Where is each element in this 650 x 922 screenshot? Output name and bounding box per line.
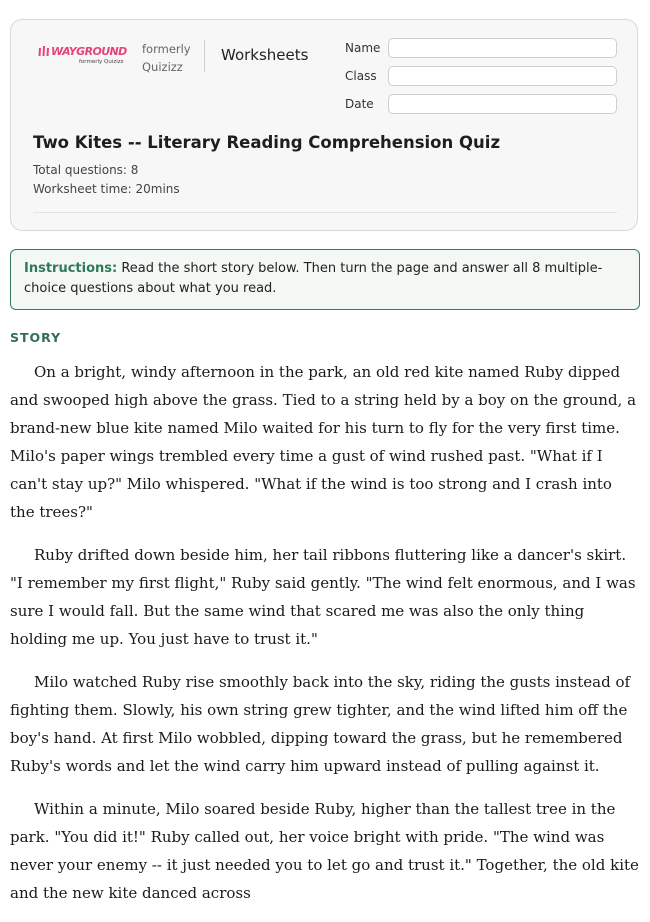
story-paragraph: Milo watched Ruby rise smoothly back into the sky, riding the gusts instead of fighting them. Slowly, his own string grew tighter, and the wind lifted him off the boy's hand. At first Milo wobbled, dipping toward the grass, but he remembered Ruby's words and let the wind carry him upward instead of pulling against it.	[10, 673, 631, 775]
total-questions: Total questions: 8	[33, 163, 139, 177]
date-field[interactable]	[388, 94, 617, 114]
formerly-label: formerly	[142, 42, 191, 56]
logo-mark-icon	[38, 45, 52, 57]
logo-text: WAYGROUND	[51, 45, 127, 58]
formerly-name: Quizizz	[142, 60, 183, 74]
instructions-box	[10, 249, 640, 310]
worksheet-header	[10, 19, 638, 231]
worksheets-label: Worksheets	[221, 46, 309, 64]
formerly-note	[142, 40, 191, 76]
story-paragraph: On a bright, windy afternoon in the park, an old red kite named Ruby dipped and swooped high above the grass. Tied to a string held by a boy on the ground, a brand-new blue kite named Milo waited for his turn to fly for the very first time. Milo's paper wings trembled every time a gust of wind rushed past. "What if I can't stay up?" Milo whispered. "What if the wind is too strong and I crash into the trees?"	[10, 363, 637, 521]
class-label: Class	[345, 69, 377, 83]
date-label: Date	[345, 97, 374, 111]
header-bottom-divider	[33, 212, 617, 213]
story-text	[10, 358, 640, 922]
instructions-text: Read the short story below. Then turn the page and answer all 8 multiple-choice questions about what you read.	[24, 261, 603, 296]
name-label: Name	[345, 41, 381, 55]
header-divider	[204, 40, 205, 72]
story-heading: STORY	[10, 330, 62, 345]
story-paragraph: Within a minute, Milo soared beside Ruby, higher than the tallest tree in the park. "You did it!" Ruby called out, her voice bright with pride. "The wind was never your enemy -- it just needed you to let go and trust it." Together, the old kite and the new kite danced across	[10, 800, 639, 902]
instructions-label: Instructions:	[24, 261, 118, 276]
story-paragraph: Ruby drifted down beside him, her tail ribbons fluttering like a dancer's skirt. "I remember my first flight," Ruby said gently. "The wind felt enormous, and I was sure I would fall. But the same wind that scared me was also the only thing holding me up. You just have to trust it."	[10, 546, 636, 648]
name-field[interactable]	[388, 38, 617, 58]
worksheet-time: Worksheet time: 20mins	[33, 182, 180, 196]
quiz-title: Two Kites -- Literary Reading Comprehension Quiz	[33, 133, 501, 152]
logo-subtext: formerly Quizizz	[79, 59, 124, 65]
wayground-logo	[38, 44, 128, 70]
class-field[interactable]	[388, 66, 617, 86]
